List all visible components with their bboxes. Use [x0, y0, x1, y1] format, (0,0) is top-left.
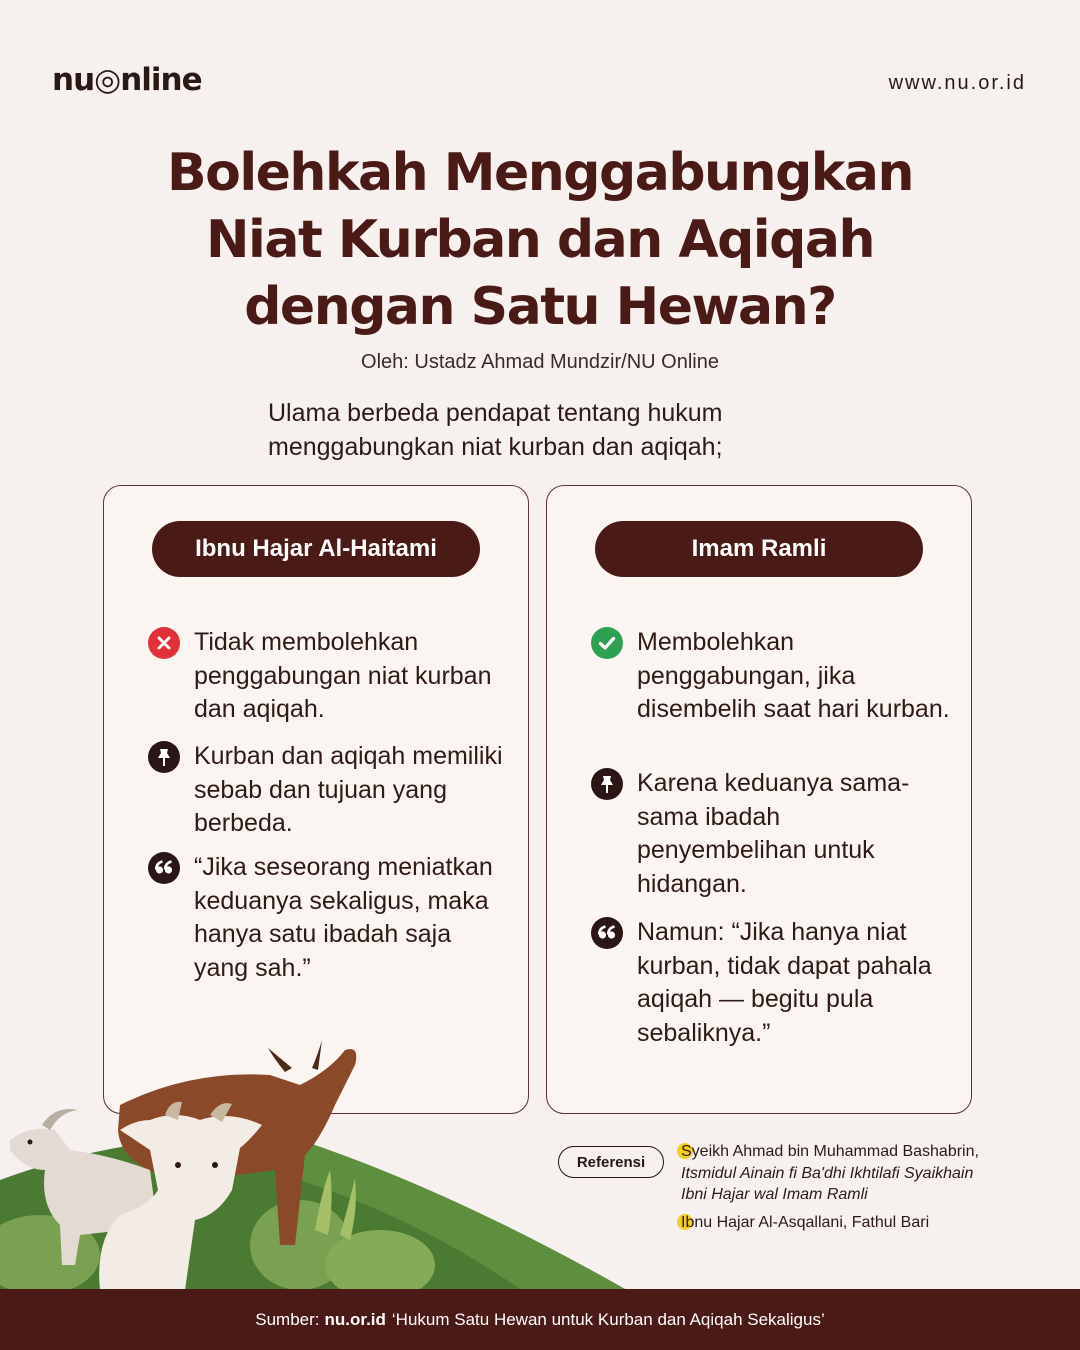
opinion-point: [591, 916, 951, 1050]
pin-icon: [591, 768, 623, 800]
quote-icon: [591, 917, 623, 949]
title-line: dengan Satu Hewan?: [244, 277, 836, 337]
author-byline: Oleh: Ustadz Ahmad Mundzir/NU Online: [361, 351, 719, 373]
check-icon: [591, 627, 623, 659]
opinion-point: [148, 851, 508, 985]
cross-icon: [148, 627, 180, 659]
title-line: Bolehkah Menggabungkan: [166, 143, 913, 203]
quote-icon: [148, 852, 180, 884]
source-prefix: Sumber:: [255, 1309, 320, 1329]
title-line: Niat Kurban dan Aqiqah: [206, 210, 874, 270]
goats-illustration: [0, 1030, 640, 1290]
reference-text: Ibnu Hajar Al-Asqallani, Fathul Bari: [681, 1213, 930, 1231]
reference-item: [681, 1141, 981, 1206]
intro-line: menggabungkan niat kurban dan aqiqah;: [268, 433, 723, 461]
opinion-point: [591, 626, 951, 727]
intro-text: [268, 396, 868, 464]
opinion-card-ibnu-hajar: [103, 485, 529, 1114]
website-url[interactable]: www.nu.or.id: [888, 72, 1026, 94]
opinion-point: [148, 626, 508, 727]
pin-icon: [148, 741, 180, 773]
references-label: Referensi: [558, 1146, 664, 1178]
point-text: Karena keduanya sama-sama ibadah penyembelihan untuk hidangan.: [637, 769, 910, 898]
intro-line: Ulama berbeda pendapat tentang hukum: [268, 399, 723, 427]
point-text: “Jika seseorang meniatkan keduanya sekaligus, maka hanya satu ibadah saja yang sah.”: [194, 853, 493, 982]
opinion-card-imam-ramli: [546, 485, 972, 1114]
page-title: [0, 140, 1080, 341]
point-text: Tidak membolehkan penggabungan niat kurban dan aqiqah.: [194, 628, 492, 723]
reference-item: [681, 1212, 981, 1234]
point-text: Kurban dan aqiqah memiliki sebab dan tujuan yang berbeda.: [194, 742, 503, 837]
opinion-point: [591, 767, 951, 901]
point-text: Namun: “Jika hanya niat kurban, tidak dapat pahala aqiqah — begitu pula sebaliknya.”: [637, 918, 932, 1047]
source-article: ‘Hukum Satu Hewan untuk Kurban dan Aqiqah Sekaligus’: [391, 1309, 825, 1329]
card-heading: Imam Ramli: [595, 521, 923, 577]
source-site[interactable]: nu.or.id: [324, 1309, 386, 1329]
point-text: Membolehkan penggabungan, jika disembelih saat hari kurban.: [637, 628, 950, 723]
opinion-point: [148, 740, 508, 841]
source-footer: [0, 1289, 1080, 1350]
card-heading: Ibnu Hajar Al-Haitami: [152, 521, 480, 577]
nu-online-logo: nu◎nline: [52, 62, 202, 98]
reference-text: Syeikh Ahmad bin Muhammad Bashabrin, Itsmidul Ainain fi Ba'dhi Ikhtilafi Syaikhain Ibni Hajar wal Imam Ramli: [681, 1143, 979, 1203]
references-list: [681, 1141, 981, 1233]
